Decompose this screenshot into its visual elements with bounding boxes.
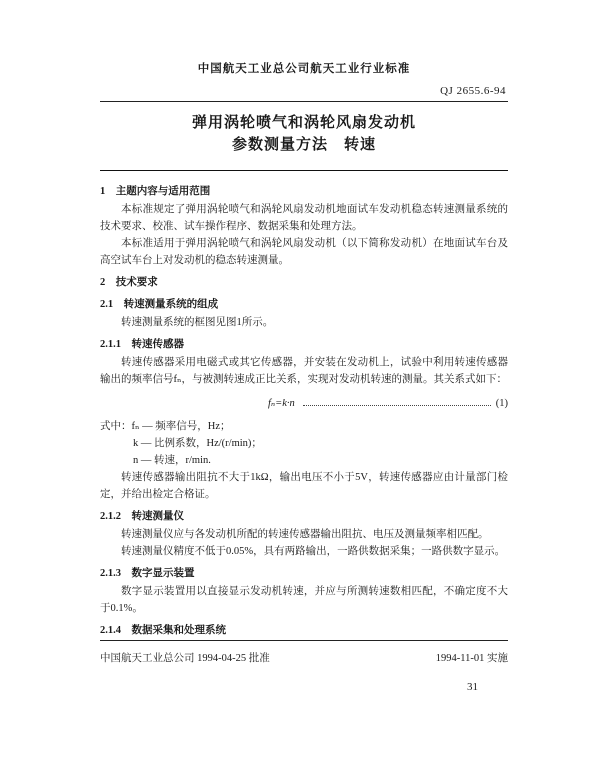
title-divider: [100, 170, 508, 171]
section-1-heading: 1 主题内容与适用范围: [100, 185, 211, 197]
document-footer: [100, 640, 508, 665]
measuring-instrument-paragraph-2: 转速测量仪精度不低于0.05%，具有两路输出，一路供数据采集；一路供数字显示。: [121, 545, 506, 557]
document-title-line2: 参数测量方法 转速: [231, 136, 376, 153]
approval-text: 中国航天工业总公司 1994-04-25 批准: [100, 652, 270, 664]
standard-org-line: 中国航天工业总公司航天工业行业标准: [197, 63, 411, 75]
header-divider: [100, 101, 508, 102]
section-2-1-3-heading: 2.1.3 数字显示装置: [100, 567, 195, 579]
section-2-1-heading: 2.1 转速测量系统的组成: [100, 298, 219, 310]
section-2-1-4-heading: 2.1.4 数据采集和处理系统: [100, 624, 226, 636]
page-number: 31: [467, 680, 478, 693]
formula-dot-leader: [303, 404, 491, 406]
section-2-1-1-heading: 2.1.1 转速传感器: [100, 338, 184, 350]
formula-expression: fₙ=k·n: [268, 397, 295, 409]
formula-where-line-1: 式中：fₙ — 频率信号，Hz；: [100, 420, 231, 432]
standard-number: QJ 2655.6-94: [440, 85, 506, 97]
digital-display-paragraph: 数字显示装置用以直接显示发动机转速，并应与所测转速数相匹配，不确定度不大于0.1%。: [100, 585, 508, 614]
document-title-line1: 弹用涡轮喷气和涡轮风扇发动机: [191, 115, 416, 131]
measuring-instrument-paragraph-1: 转速测量仪应与各发动机所配的转速传感器输出阻抗、电压及测量频率相匹配。: [121, 528, 489, 540]
speed-sensor-paragraph: 转速传感器采用电磁式或其它传感器，并安装在发动机上，试验中利用转速传感器输出的频率信号fₙ，与被测转速成正比关系，实现对发动机转速的测量。其关系式如下：: [100, 356, 508, 385]
sensor-impedance-paragraph: 转速传感器输出阻抗不大于1kΩ，输出电压不小于5V，转速传感器应由计量部门检定，并给出检定合格证。: [100, 471, 508, 500]
formula-where-line-2: k — 比例系数，Hz/(r/min)；: [133, 437, 262, 449]
implementation-text: 1994-11-01 实施: [435, 652, 508, 664]
document-title: [100, 113, 508, 157]
section-2-heading: 2 技术要求: [100, 276, 158, 288]
section-2-1-paragraph: 转速测量系统的框图见图1所示。: [121, 316, 274, 328]
document-body: [100, 178, 508, 640]
formula-1: [100, 395, 508, 412]
scope-paragraph-2: 本标准适用于弹用涡轮喷气和涡轮风扇发动机（以下简称发动机）在地面试车台及高空试车台上对发动机的稳态转速测量。: [100, 237, 508, 266]
formula-where-line-3: n — 转速，r/min.: [133, 454, 211, 466]
scope-paragraph-1: 本标准规定了弹用涡轮喷气和涡轮风扇发动机地面试车发动机稳态转速测量系统的技术要求、校准、试车操作程序、数据采集和处理方法。: [100, 203, 508, 232]
formula-number: (1): [495, 397, 508, 409]
section-2-1-2-heading: 2.1.2 转速测量仪: [100, 510, 184, 522]
